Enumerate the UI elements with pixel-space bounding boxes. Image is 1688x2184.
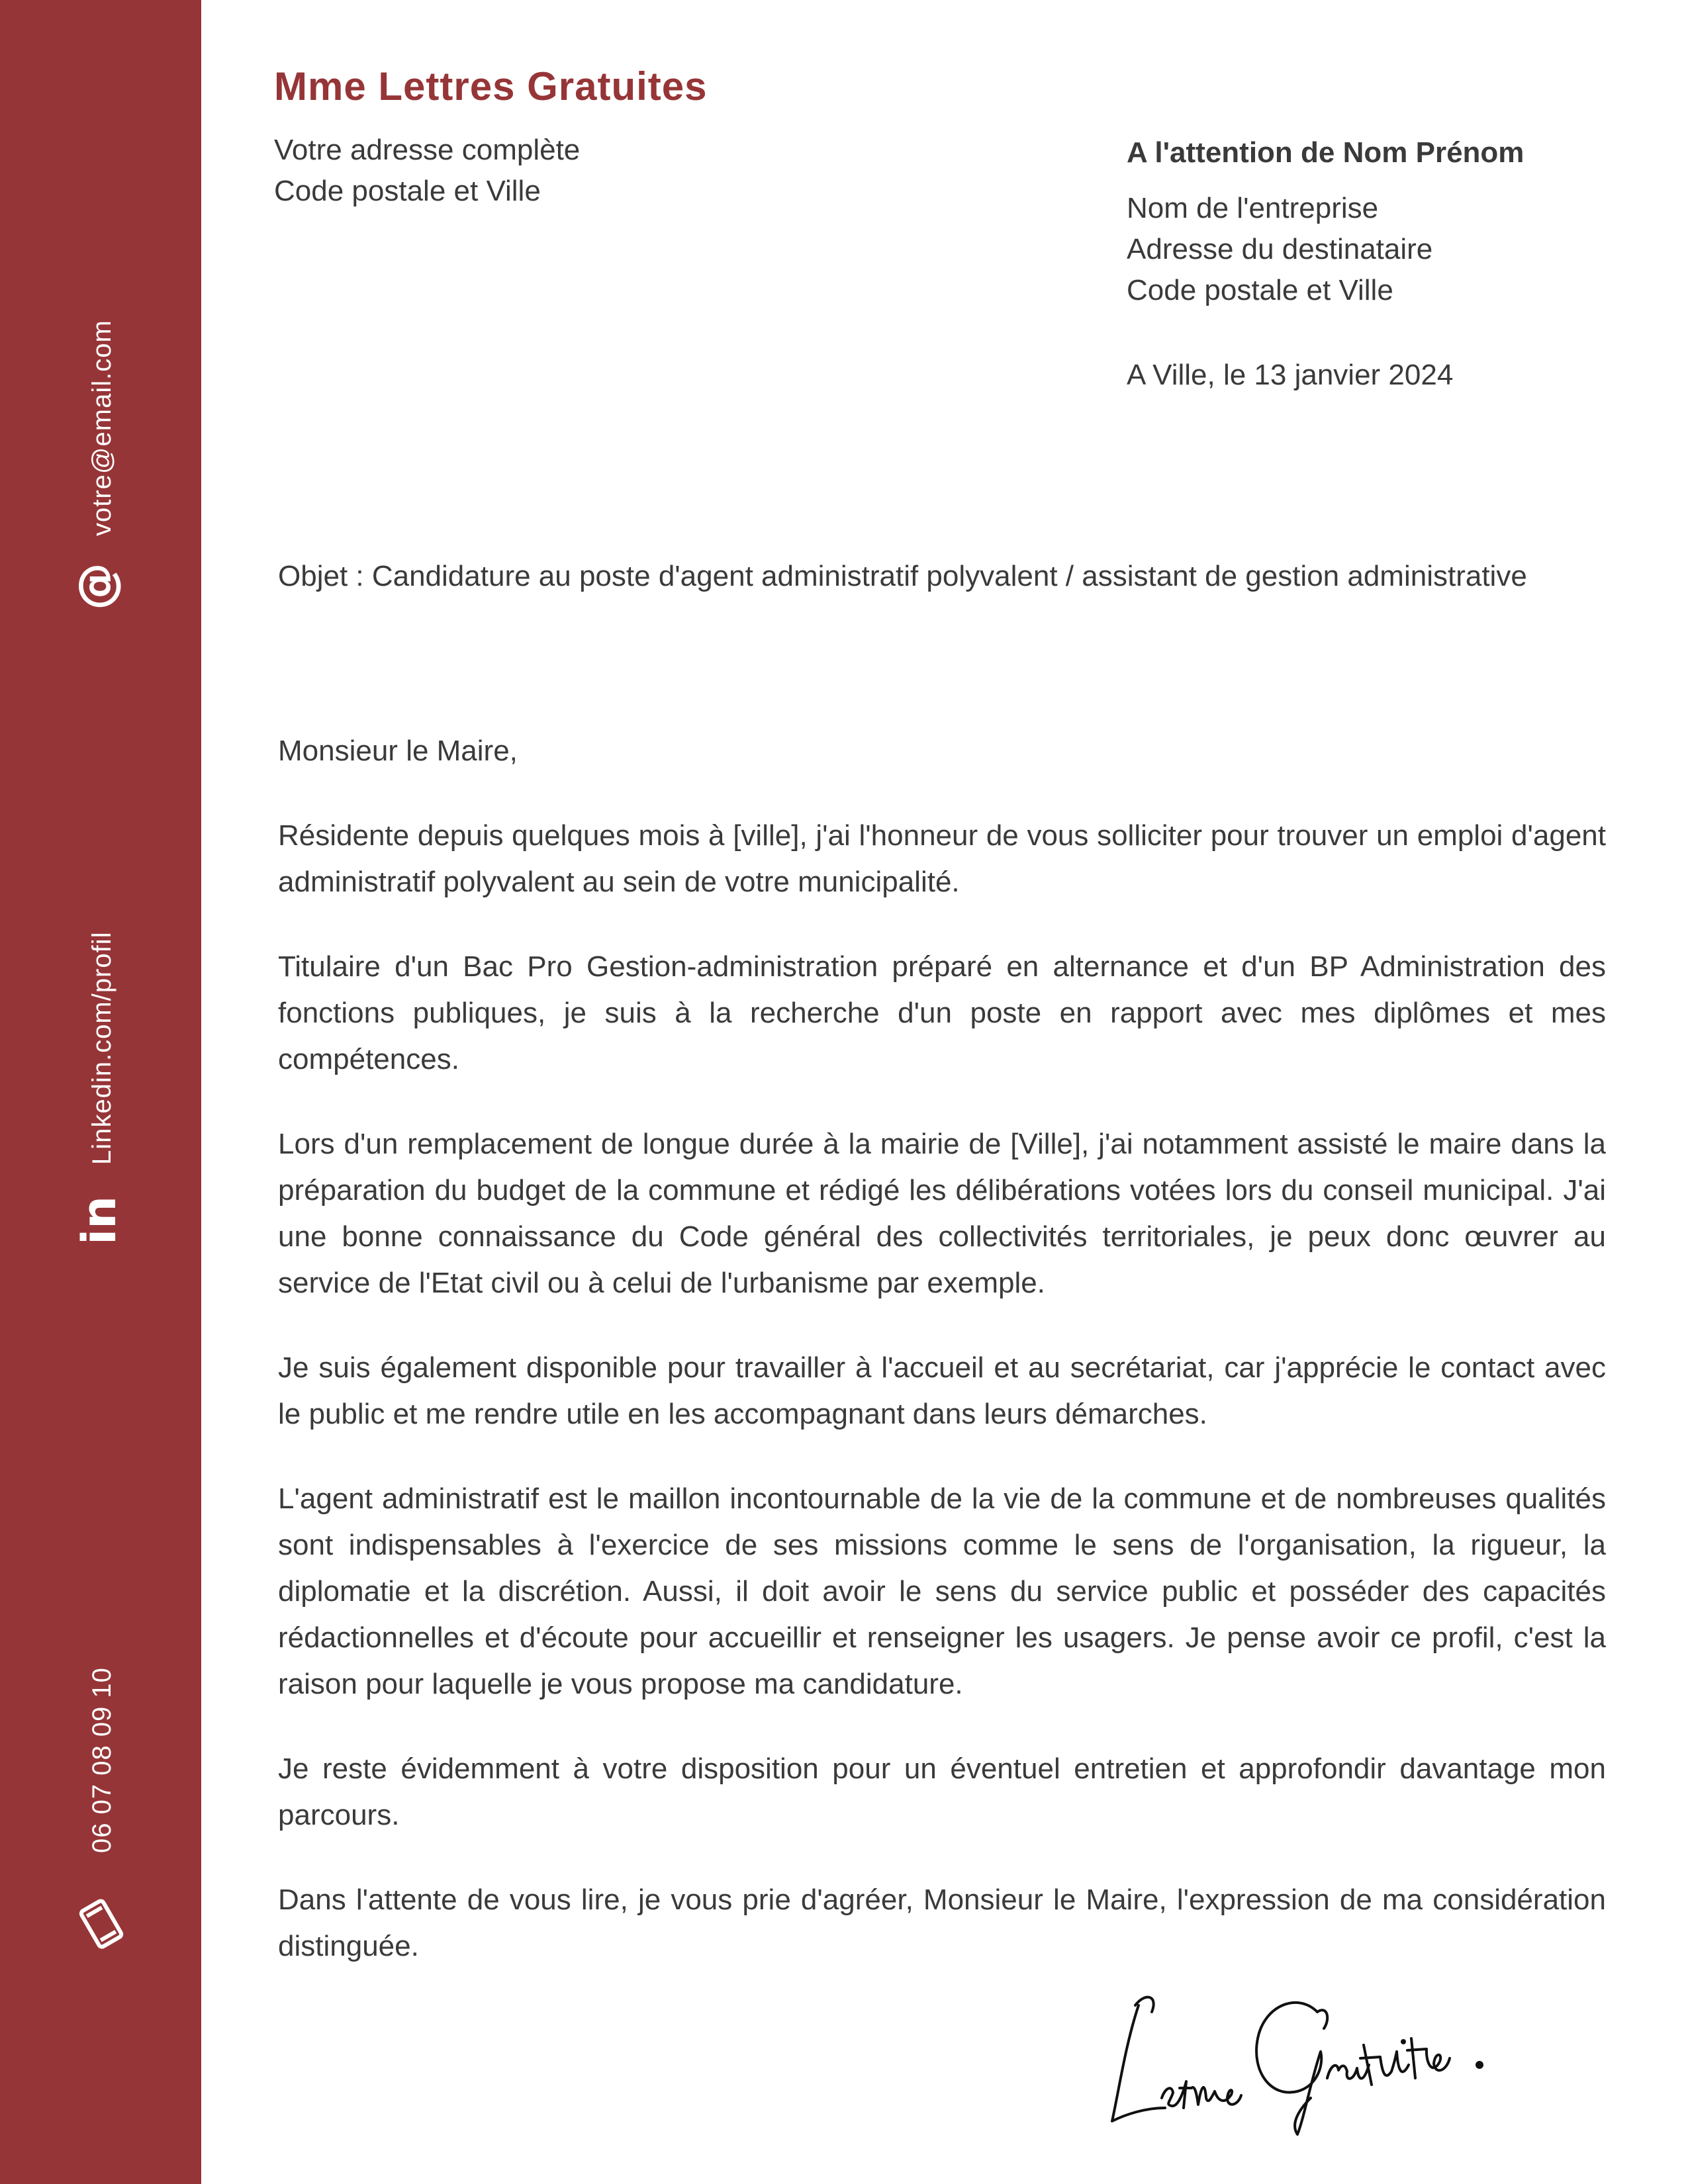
sender-address-line2: Code postale et Ville (274, 175, 541, 207)
sender-address (274, 130, 580, 212)
paragraph: Titulaire d'un Bac Pro Gestion-administration préparé en alternance et d'un BP Administration des fonctions publiques, je suis à la recherche d'un poste en rapport avec mes diplômes et mes compétences. (278, 950, 1606, 1075)
recipient-block (1127, 132, 1524, 311)
at-icon (68, 561, 124, 612)
paragraph: Dans l'attente de vous lire, je vous prie d'agréer, Monsieur le Maire, l'expression de ma considération distinguée. (278, 1884, 1606, 1962)
sidebar-linkedin[interactable]: Linkedin.com/profil (87, 931, 117, 1165)
sidebar-email[interactable]: votre@email.com (87, 320, 117, 536)
phone-icon (71, 1894, 131, 1954)
paragraph: Je reste évidemment à votre disposition pour un éventuel entretien et approfondir davantage mon parcours. (278, 1752, 1606, 1831)
paragraph: Résidente depuis quelques mois à [ville], j'ai l'honneur de vous solliciter pour trouver un emploi d'agent administratif polyvalent au sein de votre municipalité. (278, 819, 1606, 898)
paragraph: Lors d'un remplacement de longue durée à la mairie de [Ville], j'ai notamment assisté le maire dans la préparation du budget de la commune et rédigé les délibérations votées lors du conseil municipal. J'ai une bonne connaissance du Code général des collectivités territoriales, je peux donc œuvrer au service de l'Etat civil ou à celui de l'urbanisme par exemple. (278, 1128, 1606, 1299)
letter-body (278, 728, 1606, 2008)
svg-text:in: in (72, 1196, 126, 1245)
sender-address-line1: Votre adresse complète (274, 134, 581, 166)
recipient-address: Adresse du destinataire (1127, 233, 1433, 265)
paragraph: Je suis également disponible pour travailler à l'accueil et au secrétariat, car j'apprécie le contact avec le public et me rendre utile en les accompagnant dans leurs démarches. (278, 1351, 1606, 1430)
salutation: Monsieur le Maire, (278, 735, 518, 767)
svg-text:@: @ (68, 563, 124, 610)
sender-name: Mme Lettres Gratuites (274, 64, 708, 109)
letter-subject: Objet : Candidature au poste d'agent administratif polyvalent / assistant de gestion administrative (278, 560, 1527, 592)
recipient-company: Nom de l'entreprise (1127, 192, 1379, 224)
sidebar-phone[interactable]: 06 07 08 09 10 (87, 1667, 117, 1853)
sidebar (0, 0, 201, 2184)
linkedin-icon (74, 1195, 124, 1246)
recipient-attention: A l'attention de Nom Prénom (1127, 136, 1524, 169)
handwritten-signature (1099, 1966, 1496, 2138)
paragraph: L'agent administratif est le maillon incontournable de la vie de la commune et de nombreuses qualités sont indispensables à l'exercice de ses missions comme le sens de l'organisation, la rigueur, la diplomatie et la discrétion. Aussi, il doit avoir le sens du service public et posséder des capacités rédactionnelles et d'écoute pour accueillir et renseigner les usagers. Je pense avoir ce profil, c'est la raison pour laquelle je vous propose ma candidature. (278, 1482, 1606, 1700)
letter-date: A Ville, le 13 janvier 2024 (1127, 359, 1454, 391)
recipient-city: Code postale et Ville (1127, 274, 1393, 306)
